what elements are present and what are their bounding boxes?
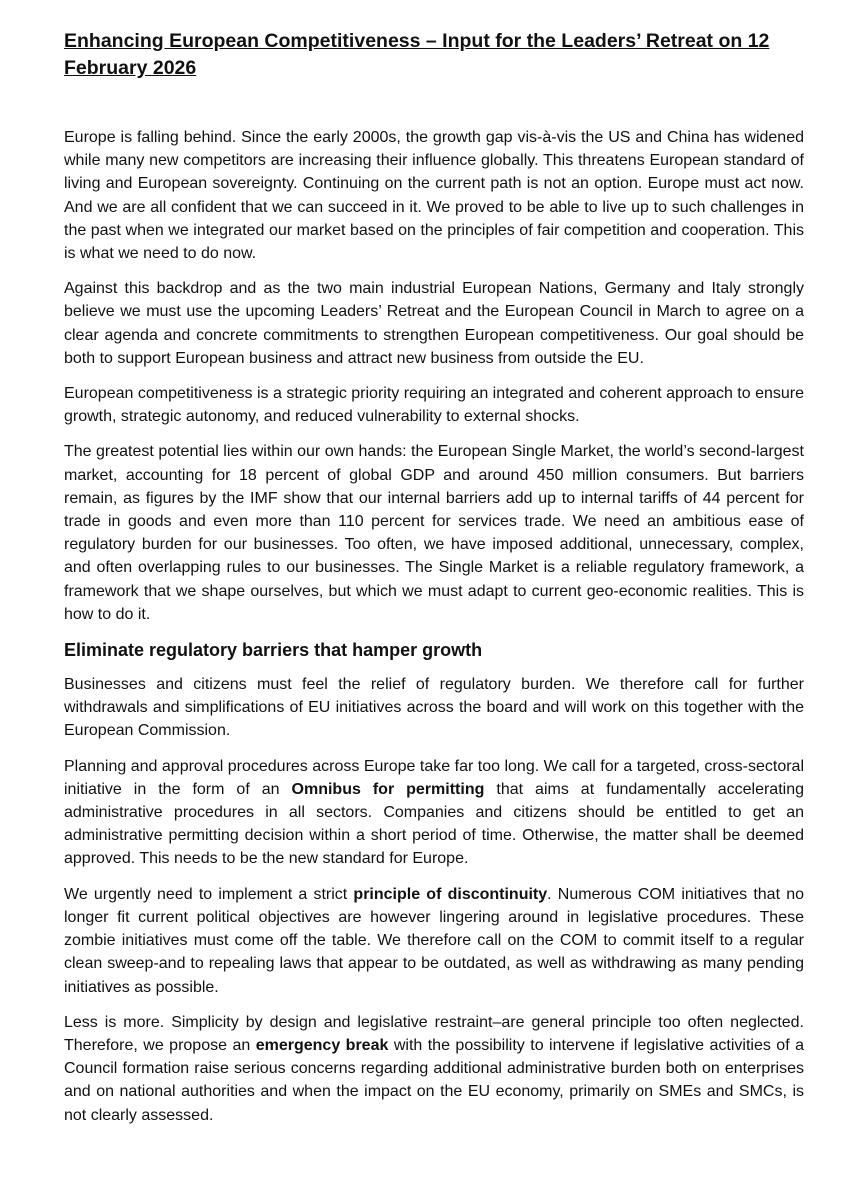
intro-paragraph-1: Europe is falling behind. Since the early 2000s, the growth gap vis-à-vis the US and China has widened while many new competitors are increasing their influence globally. This threatens European standard of living and European sovereignty. Continuing on the current path is not an option. Europe must act now. And we are all confident that we can succeed in it. We proved to be able to live up to such challenges in the past when we integrated our market based on the principles of fair competition and cooperation. This is what we need to do now. xyxy=(64,129,804,263)
paragraph-text: We urgently need to implement a strict xyxy=(64,885,354,903)
paragraph-text: Planning and approval procedures across Europe take far too long. We call for a targeted, cross-sectoral initiative in the form of an xyxy=(64,757,804,798)
section-paragraph-2 xyxy=(64,755,804,871)
intro-paragraph-2: Against this backdrop and as the two main industrial European Nations, Germany and Italy strongly believe we must use the upcoming Leaders’ Retreat and the European Council in March to agree on a clear agenda and concrete commitments to strengthen European competitiveness. Our goal should be both to support European business and attract new business from outside the EU. xyxy=(64,280,804,367)
paragraph-text: Less is more. Simplicity by design and legislative restraint–are general principle too often neglected. Therefore, we propose an xyxy=(64,1013,804,1054)
document-title: Enhancing European Competitiveness – Input for the Leaders’ Retreat on 12 February 2026 xyxy=(64,30,770,79)
emphasis-omnibus-for-permitting: Omnibus for permitting xyxy=(291,780,485,798)
section-paragraph-1: Businesses and citizens must feel the relief of regulatory burden. We therefore call for further withdrawals and simplifications of EU initiatives across the board and will work on this together with the European Commission. xyxy=(64,676,804,740)
emphasis-principle-of-discontinuity: principle of discontinuity xyxy=(353,885,548,903)
section-heading: Eliminate regulatory barriers that hamper growth xyxy=(64,640,483,661)
paragraph-text: with the possibility to intervene if legislative activities of a Council formation raise serious concerns regarding additional administrative burden both on enterprises and on national authorities and when the impact on the EU economy, primarily on SMEs and SMCs, is not clearly assessed. xyxy=(64,1036,805,1124)
paragraph-text: . Numerous COM initiatives that no longer fit current political objectives are however lingering around in legislative procedures. These zombie initiatives must come off the table. We therefore call on the COM to commit itself to a regular clean sweep-and to repealing laws that appear to be outdated, as well as withdrawing as many pending initiatives as possible. xyxy=(64,885,804,996)
intro-paragraph-3: European competitiveness is a strategic priority requiring an integrated and coherent approach to ensure growth, strategic autonomy, and reduced vulnerability to external shocks. xyxy=(64,385,804,426)
section-paragraph-4 xyxy=(64,1011,804,1127)
emphasis-emergency-break: emergency break xyxy=(255,1036,389,1054)
paragraph-text: that aims at fundamentally accelerating administrative procedures in all sectors. Companies and citizens should be entitled to get an administrative permitting decision within a short period of time. Otherwise, the matter shall be deemed approved. This needs to be the new standard for Europe. xyxy=(64,780,805,868)
intro-paragraph-4: The greatest potential lies within our own hands: the European Single Market, the world’s second-largest market, accounting for 18 percent of global GDP and around 450 million consumers. But barriers remain, as figures by the IMF show that our internal barriers add up to internal tariffs of 44 percent for trade in goods and even more than 110 percent for services trade. We need an ambitious ease of regulatory burden for our businesses. Too often, we have imposed additional, unnecessary, complex, and often overlapping rules to our businesses. The Single Market is a reliable regulatory framework, a framework that we shape ourselves, but which we must adapt to current geo-economic realities. This is how to do it. xyxy=(64,443,804,623)
section-paragraph-3 xyxy=(64,883,804,999)
